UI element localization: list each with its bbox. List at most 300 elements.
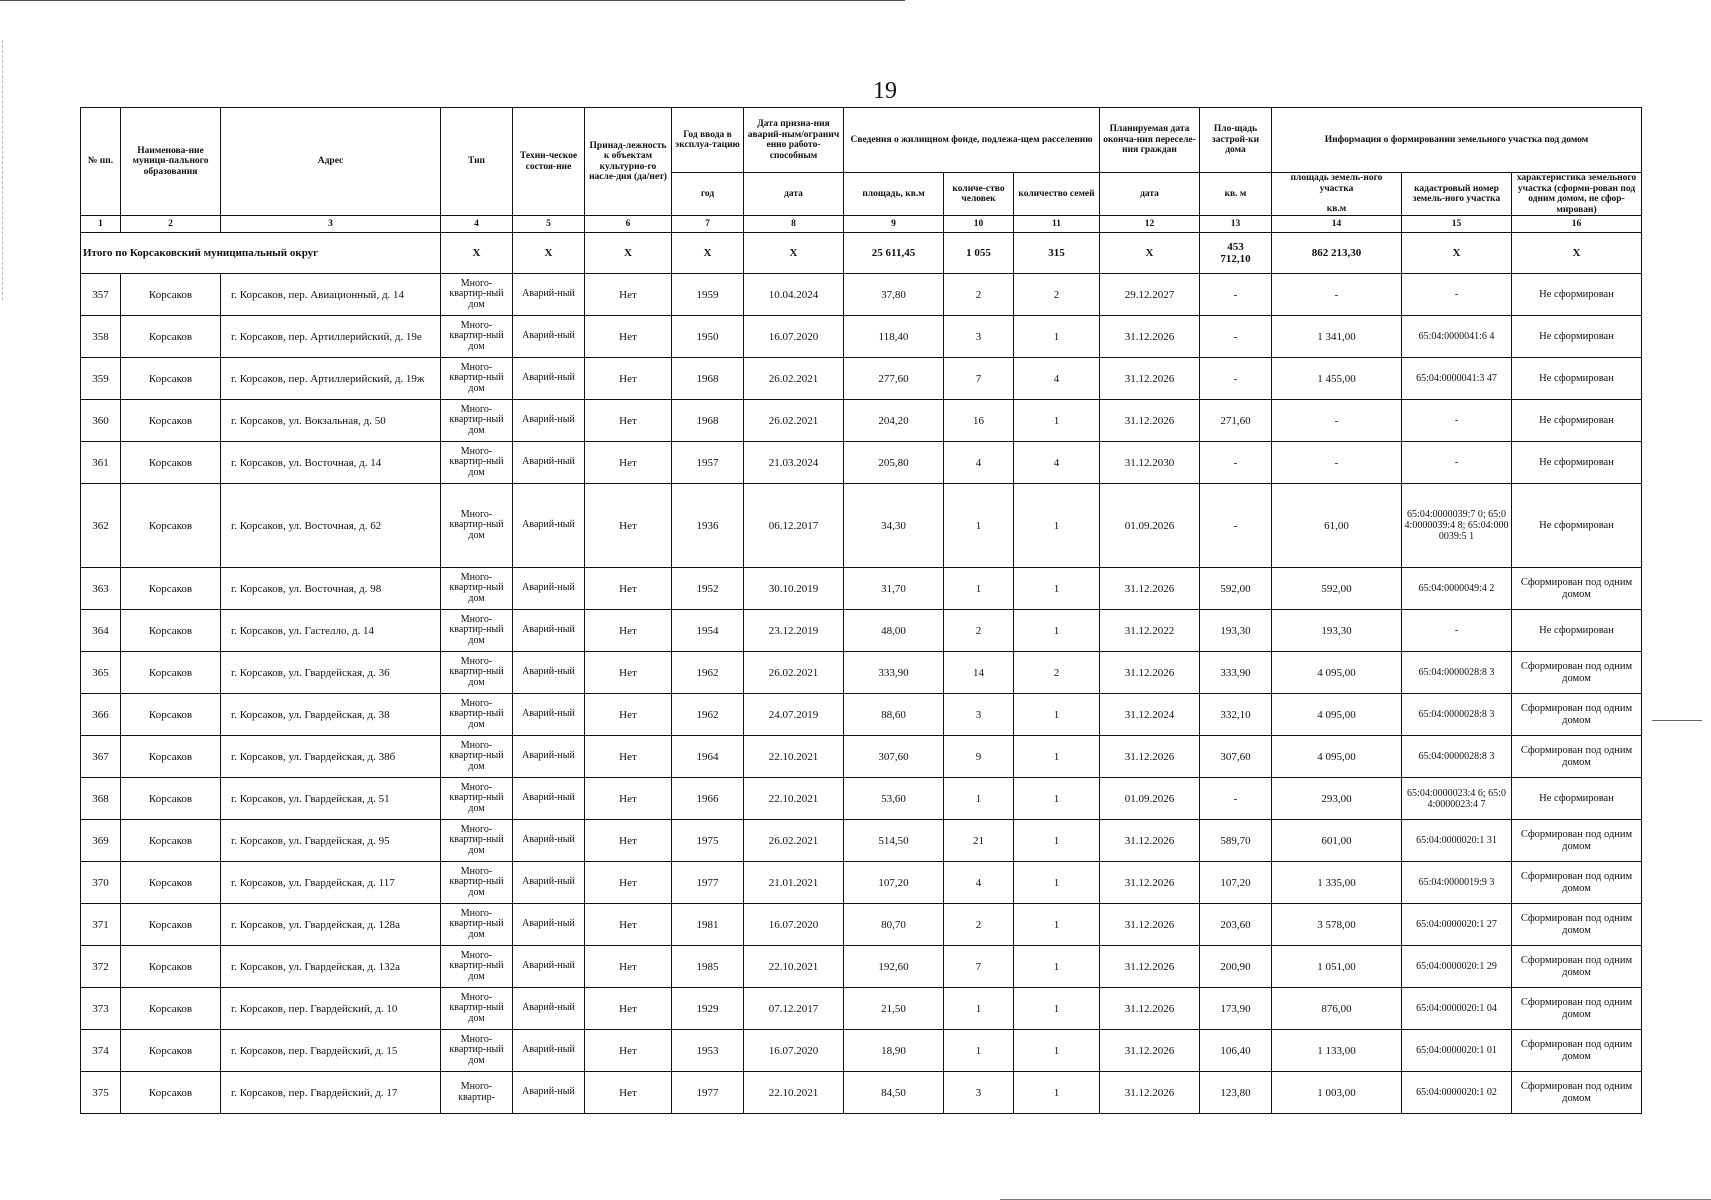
column-number-cell: 11 [1014,216,1100,233]
land-area-cell: 4 095,00 [1272,694,1402,736]
living-area-cell: 333,90 [844,652,944,694]
row-number-cell: 375 [81,1072,121,1114]
people-count-cell: 1 [944,568,1014,610]
recognition-date-cell: 22.10.2021 [744,946,844,988]
address-cell: г. Корсаков, ул. Гвардейская, д. 36 [221,652,441,694]
land-characteristic-cell: Сформирован под одним домом [1512,1072,1642,1114]
cadastral-number-cell: 65:04:0000023:4 6; 65:04:0000023:4 7 [1402,778,1512,820]
recognition-date-cell: 16.07.2020 [744,316,844,358]
header-housing-fund-group: Сведения о жилищном фонде, подлежа-щем расселению [844,108,1100,173]
year-cell: 1981 [672,904,744,946]
people-count-cell: 2 [944,274,1014,316]
table-row [81,610,1642,652]
total-cult: X [585,233,672,274]
recognition-date-cell: 06.12.2017 [744,484,844,568]
year-cell: 1959 [672,274,744,316]
address-cell: г. Корсаков, пер. Авиационный, д. 14 [221,274,441,316]
people-count-cell: 7 [944,946,1014,988]
recognition-date-cell: 22.10.2021 [744,778,844,820]
row-number-cell: 357 [81,274,121,316]
recognition-date-cell: 24.07.2019 [744,694,844,736]
header-address: Адрес [221,108,441,216]
planned-date-cell: 01.09.2026 [1100,778,1200,820]
year-cell: 1957 [672,442,744,484]
land-characteristic-cell: Сформирован под одним домом [1512,1030,1642,1072]
cultural-heritage-cell: Нет [585,1030,672,1072]
municipality-cell: Корсаков [121,904,221,946]
header-fund-people: количе-ство человек [944,173,1014,216]
families-count-cell: 1 [1014,568,1100,610]
cultural-heritage-cell: Нет [585,316,672,358]
municipality-cell: Корсаков [121,694,221,736]
recognition-date-cell: 21.03.2024 [744,442,844,484]
table-row [81,442,1642,484]
header-built-area-group: Пло-щадь застрой-ки дома [1200,108,1272,173]
column-number-cell: 9 [844,216,944,233]
table-row [81,358,1642,400]
column-number-cell: 13 [1200,216,1272,233]
row-number-cell: 364 [81,610,121,652]
year-cell: 1966 [672,778,744,820]
families-count-cell: 2 [1014,652,1100,694]
cadastral-number-cell: - [1402,610,1512,652]
planned-date-cell: 31.12.2026 [1100,904,1200,946]
building-type-cell: Много-квартир-ный дом [441,400,513,442]
table-row [81,484,1642,568]
total-tech: X [513,233,585,274]
header-tech-state: Техни-ческое состоя-ние [513,108,585,216]
address-cell: г. Корсаков, пер. Артиллерийский, д. 19е [221,316,441,358]
column-number-cell: 3 [221,216,441,233]
land-area-cell: 1 051,00 [1272,946,1402,988]
land-characteristic-cell: Сформирован под одним домом [1512,568,1642,610]
header-date-group: Дата призна-ния аварий-ным/огранич енно работо-способным [744,108,844,173]
planned-date-cell: 31.12.2026 [1100,358,1200,400]
built-area-cell: 271,60 [1200,400,1272,442]
address-cell: г. Корсаков, ул. Восточная, д. 98 [221,568,441,610]
people-count-cell: 21 [944,820,1014,862]
living-area-cell: 277,60 [844,358,944,400]
tech-state-cell: Аварий-ный [513,1072,585,1114]
header-year: год [672,173,744,216]
building-type-cell: Много-квартир-ный дом [441,988,513,1030]
planned-date-cell: 31.12.2026 [1100,862,1200,904]
land-characteristic-cell: Не сформирован [1512,610,1642,652]
land-area-cell: 1 003,00 [1272,1072,1402,1114]
year-cell: 1985 [672,946,744,988]
municipality-cell: Корсаков [121,274,221,316]
cultural-heritage-cell: Нет [585,358,672,400]
recognition-date-cell: 30.10.2019 [744,568,844,610]
year-cell: 1977 [672,862,744,904]
land-characteristic-cell: Сформирован под одним домом [1512,946,1642,988]
row-number-cell: 374 [81,1030,121,1072]
municipality-cell: Корсаков [121,652,221,694]
year-cell: 1936 [672,484,744,568]
land-area-cell: 1 335,00 [1272,862,1402,904]
families-count-cell: 1 [1014,316,1100,358]
address-cell: г. Корсаков, ул. Гвардейская, д. 38б [221,736,441,778]
planned-date-cell: 31.12.2026 [1100,820,1200,862]
living-area-cell: 37,80 [844,274,944,316]
column-number-cell: 5 [513,216,585,233]
address-cell: г. Корсаков, ул. Гвардейская, д. 51 [221,778,441,820]
tech-state-cell: Аварий-ный [513,820,585,862]
people-count-cell: 2 [944,904,1014,946]
column-number-cell: 16 [1512,216,1642,233]
cultural-heritage-cell: Нет [585,400,672,442]
families-count-cell: 1 [1014,400,1100,442]
total-families: 315 [1014,233,1100,274]
total-characteristic: X [1512,233,1642,274]
municipality-cell: Корсаков [121,316,221,358]
planned-date-cell: 31.12.2026 [1100,1030,1200,1072]
row-number-cell: 361 [81,442,121,484]
header-municipality: Наименова-ние муници-пального образования [121,108,221,216]
column-number-row [81,216,1642,233]
families-count-cell: 2 [1014,274,1100,316]
land-characteristic-cell: Не сформирован [1512,358,1642,400]
recognition-date-cell: 26.02.2021 [744,400,844,442]
year-cell: 1962 [672,694,744,736]
cadastral-number-cell: - [1402,274,1512,316]
land-characteristic-cell: Сформирован под одним домом [1512,862,1642,904]
built-area-cell: - [1200,442,1272,484]
planned-date-cell: 31.12.2026 [1100,568,1200,610]
cadastral-number-cell: 65:04:0000049:4 2 [1402,568,1512,610]
header-type: Тип [441,108,513,216]
land-area-cell: 1 341,00 [1272,316,1402,358]
building-type-cell: Много-квартир-ный дом [441,778,513,820]
table-row [81,778,1642,820]
year-cell: 1964 [672,736,744,778]
table-row [81,1030,1642,1072]
cultural-heritage-cell: Нет [585,442,672,484]
planned-date-cell: 31.12.2030 [1100,442,1200,484]
built-area-cell: - [1200,484,1272,568]
municipality-cell: Корсаков [121,736,221,778]
table-row [81,694,1642,736]
families-count-cell: 1 [1014,904,1100,946]
recognition-date-cell: 23.12.2019 [744,610,844,652]
families-count-cell: 4 [1014,442,1100,484]
land-area-cell: 592,00 [1272,568,1402,610]
built-area-cell: - [1200,778,1272,820]
cadastral-number-cell: 65:04:0000020:1 27 [1402,904,1512,946]
planned-date-cell: 01.09.2026 [1100,484,1200,568]
built-area-cell: 200,90 [1200,946,1272,988]
living-area-cell: 514,50 [844,820,944,862]
people-count-cell: 4 [944,442,1014,484]
living-area-cell: 107,20 [844,862,944,904]
tech-state-cell: Аварий-ный [513,568,585,610]
year-cell: 1968 [672,358,744,400]
land-characteristic-cell: Не сформирован [1512,316,1642,358]
living-area-cell: 88,60 [844,694,944,736]
total-date: X [744,233,844,274]
building-type-cell: Много-квартир-ный дом [441,484,513,568]
living-area-cell: 84,50 [844,1072,944,1114]
families-count-cell: 1 [1014,736,1100,778]
cultural-heritage-cell: Нет [585,694,672,736]
column-number-cell: 12 [1100,216,1200,233]
cadastral-number-cell: 65:04:0000020:1 02 [1402,1072,1512,1114]
address-cell: г. Корсаков, ул. Гвардейская, д. 117 [221,862,441,904]
land-characteristic-cell: Не сформирован [1512,778,1642,820]
header-land-area [1272,173,1402,216]
families-count-cell: 1 [1014,1030,1100,1072]
building-type-cell: Много-квартир-ный дом [441,568,513,610]
planned-date-cell: 29.12.2027 [1100,274,1200,316]
building-type-cell: Много-квартир-ный дом [441,820,513,862]
tech-state-cell: Аварий-ный [513,610,585,652]
municipality-cell: Корсаков [121,484,221,568]
address-cell: г. Корсаков, ул. Гвардейская, д. 38 [221,694,441,736]
top-border-line [0,0,905,1]
column-number-cell: 15 [1402,216,1512,233]
building-type-cell: Много-квартир-ный дом [441,862,513,904]
table-row [81,946,1642,988]
total-type: X [441,233,513,274]
address-cell: г. Корсаков, пер. Артиллерийский, д. 19ж [221,358,441,400]
living-area-cell: 307,60 [844,736,944,778]
cadastral-number-cell: 65:04:0000019:9 3 [1402,862,1512,904]
column-number-cell: 2 [121,216,221,233]
land-area-cell: 61,00 [1272,484,1402,568]
building-type-cell: Много-квартир-ный дом [441,904,513,946]
column-number-cell: 6 [585,216,672,233]
header-cultural-heritage: Принад-лежность к объектам культурно-го насле-дия (да/нет) [585,108,672,216]
row-number-cell: 367 [81,736,121,778]
row-number-cell: 370 [81,862,121,904]
families-count-cell: 1 [1014,484,1100,568]
cultural-heritage-cell: Нет [585,862,672,904]
tech-state-cell: Аварий-ный [513,862,585,904]
cultural-heritage-cell: Нет [585,820,672,862]
building-type-cell: Много-квартир-ный дом [441,946,513,988]
tech-state-cell: Аварий-ный [513,484,585,568]
total-row [81,233,1642,274]
people-count-cell: 1 [944,778,1014,820]
housing-register-table [80,107,1642,1114]
total-cadastral: X [1402,233,1512,274]
cultural-heritage-cell: Нет [585,274,672,316]
municipality-cell: Корсаков [121,400,221,442]
cultural-heritage-cell: Нет [585,568,672,610]
table-row [81,1072,1642,1114]
address-cell: г. Корсаков, ул. Вокзальная, д. 50 [221,400,441,442]
living-area-cell: 80,70 [844,904,944,946]
built-area-cell: 173,90 [1200,988,1272,1030]
municipality-cell: Корсаков [121,988,221,1030]
building-type-cell: Много-квартир-ный дом [441,358,513,400]
people-count-cell: 3 [944,694,1014,736]
planned-date-cell: 31.12.2026 [1100,1072,1200,1114]
land-characteristic-cell: Сформирован под одним домом [1512,904,1642,946]
row-number-cell: 368 [81,778,121,820]
header-land-area-unit: кв.м [1326,204,1347,215]
tech-state-cell: Аварий-ный [513,316,585,358]
living-area-cell: 192,60 [844,946,944,988]
header-num: № пп. [81,108,121,216]
table-body [81,233,1642,1114]
planned-date-cell: 31.12.2022 [1100,610,1200,652]
table-header [81,108,1642,233]
page-number: 19 [873,78,897,104]
cadastral-number-cell: 65:04:0000039:7 0; 65:04:0000039:4 8; 65:04:0000039:5 1 [1402,484,1512,568]
families-count-cell: 1 [1014,862,1100,904]
total-people: 1 055 [944,233,1014,274]
living-area-cell: 205,80 [844,442,944,484]
recognition-date-cell: 16.07.2020 [744,904,844,946]
total-area: 25 611,45 [844,233,944,274]
row-number-cell: 359 [81,358,121,400]
building-type-cell: Много-квартир-ный дом [441,736,513,778]
municipality-cell: Корсаков [121,358,221,400]
tech-state-cell: Аварий-ный [513,778,585,820]
tech-state-cell: Аварий-ный [513,652,585,694]
address-cell: г. Корсаков, ул. Гвардейская, д. 95 [221,820,441,862]
table-row [81,736,1642,778]
people-count-cell: 1 [944,1030,1014,1072]
column-number-cell: 8 [744,216,844,233]
land-area-cell: 1 133,00 [1272,1030,1402,1072]
people-count-cell: 16 [944,400,1014,442]
header-plan-date: дата [1100,173,1200,216]
header-date: дата [744,173,844,216]
row-number-cell: 358 [81,316,121,358]
land-characteristic-cell: Не сформирован [1512,400,1642,442]
land-characteristic-cell: Сформирован под одним домом [1512,820,1642,862]
living-area-cell: 48,00 [844,610,944,652]
municipality-cell: Корсаков [121,568,221,610]
header-land-plot-group: Информация о формировании земельного участка под домом [1272,108,1642,173]
land-characteristic-cell: Сформирован под одним домом [1512,694,1642,736]
column-number-cell: 1 [81,216,121,233]
built-area-cell: 333,90 [1200,652,1272,694]
families-count-cell: 1 [1014,820,1100,862]
built-area-cell: 193,30 [1200,610,1272,652]
recognition-date-cell: 16.07.2020 [744,1030,844,1072]
families-count-cell: 4 [1014,358,1100,400]
municipality-cell: Корсаков [121,1030,221,1072]
cadastral-number-cell: 65:04:0000041:6 4 [1402,316,1512,358]
table-row [81,904,1642,946]
cadastral-number-cell: 65:04:0000028:8 3 [1402,652,1512,694]
recognition-date-cell: 21.01.2021 [744,862,844,904]
year-cell: 1954 [672,610,744,652]
year-cell: 1968 [672,400,744,442]
land-area-cell: 4 095,00 [1272,652,1402,694]
tech-state-cell: Аварий-ный [513,988,585,1030]
living-area-cell: 53,60 [844,778,944,820]
cultural-heritage-cell: Нет [585,610,672,652]
table-row [81,988,1642,1030]
municipality-cell: Корсаков [121,610,221,652]
table-row [81,400,1642,442]
row-number-cell: 366 [81,694,121,736]
address-cell: г. Корсаков, ул. Гвардейская, д. 132а [221,946,441,988]
cultural-heritage-cell: Нет [585,652,672,694]
row-number-cell: 360 [81,400,121,442]
cultural-heritage-cell: Нет [585,1072,672,1114]
header-plan-group: Планируемая дата оконча-ния переселе-ния граждан [1100,108,1200,173]
address-cell: г. Корсаков, ул. Восточная, д. 62 [221,484,441,568]
address-cell: г. Корсаков, ул. Гастелло, д. 14 [221,610,441,652]
year-cell: 1953 [672,1030,744,1072]
cadastral-number-cell: 65:04:0000020:1 29 [1402,946,1512,988]
land-area-cell: 1 455,00 [1272,358,1402,400]
year-cell: 1962 [672,652,744,694]
address-cell: г. Корсаков, ул. Гвардейская, д. 128а [221,904,441,946]
living-area-cell: 18,90 [844,1030,944,1072]
built-area-cell: 123,80 [1200,1072,1272,1114]
address-cell: г. Корсаков, пер. Гвардейский, д. 15 [221,1030,441,1072]
land-area-cell: - [1272,274,1402,316]
year-cell: 1977 [672,1072,744,1114]
recognition-date-cell: 26.02.2021 [744,652,844,694]
municipality-cell: Корсаков [121,778,221,820]
total-plan: X [1100,233,1200,274]
header-cadastral: кадастровый номер земель-ного участка [1402,173,1512,216]
people-count-cell: 7 [944,358,1014,400]
land-characteristic-cell: Не сформирован [1512,484,1642,568]
recognition-date-cell: 26.02.2021 [744,358,844,400]
recognition-date-cell: 10.04.2024 [744,274,844,316]
row-number-cell: 365 [81,652,121,694]
total-land-area: 862 213,30 [1272,233,1402,274]
building-type-cell: Много-квартир-ный дом [441,694,513,736]
land-characteristic-cell: Не сформирован [1512,442,1642,484]
row-number-cell: 369 [81,820,121,862]
row-number-cell: 373 [81,988,121,1030]
living-area-cell: 118,40 [844,316,944,358]
year-cell: 1929 [672,988,744,1030]
table-row [81,274,1642,316]
planned-date-cell: 31.12.2026 [1100,946,1200,988]
families-count-cell: 1 [1014,778,1100,820]
planned-date-cell: 31.12.2026 [1100,400,1200,442]
row-number-cell: 371 [81,904,121,946]
cadastral-number-cell: 65:04:0000020:1 31 [1402,820,1512,862]
living-area-cell: 34,30 [844,484,944,568]
land-area-cell: 876,00 [1272,988,1402,1030]
people-count-cell: 3 [944,1072,1014,1114]
column-number-cell: 10 [944,216,1014,233]
building-type-cell: Много-квартир-ный дом [441,1030,513,1072]
scan-edge-mark [2,40,3,300]
tech-state-cell: Аварий-ный [513,694,585,736]
land-area-cell: 193,30 [1272,610,1402,652]
built-area-cell: - [1200,316,1272,358]
address-cell: г. Корсаков, пер. Гвардейский, д. 17 [221,1072,441,1114]
table-row [81,820,1642,862]
tech-state-cell: Аварий-ный [513,358,585,400]
building-type-cell: Много-квартир- [441,1072,513,1114]
cultural-heritage-cell: Нет [585,778,672,820]
year-cell: 1950 [672,316,744,358]
land-area-cell: 601,00 [1272,820,1402,862]
scan-margin-mark [1652,720,1702,721]
people-count-cell: 14 [944,652,1014,694]
cadastral-number-cell: 65:04:0000020:1 04 [1402,988,1512,1030]
land-area-cell: 4 095,00 [1272,736,1402,778]
building-type-cell: Много-квартир-ный дом [441,442,513,484]
table-row [81,316,1642,358]
header-built-unit: кв. м [1200,173,1272,216]
planned-date-cell: 31.12.2026 [1100,988,1200,1030]
cadastral-number-cell: - [1402,400,1512,442]
